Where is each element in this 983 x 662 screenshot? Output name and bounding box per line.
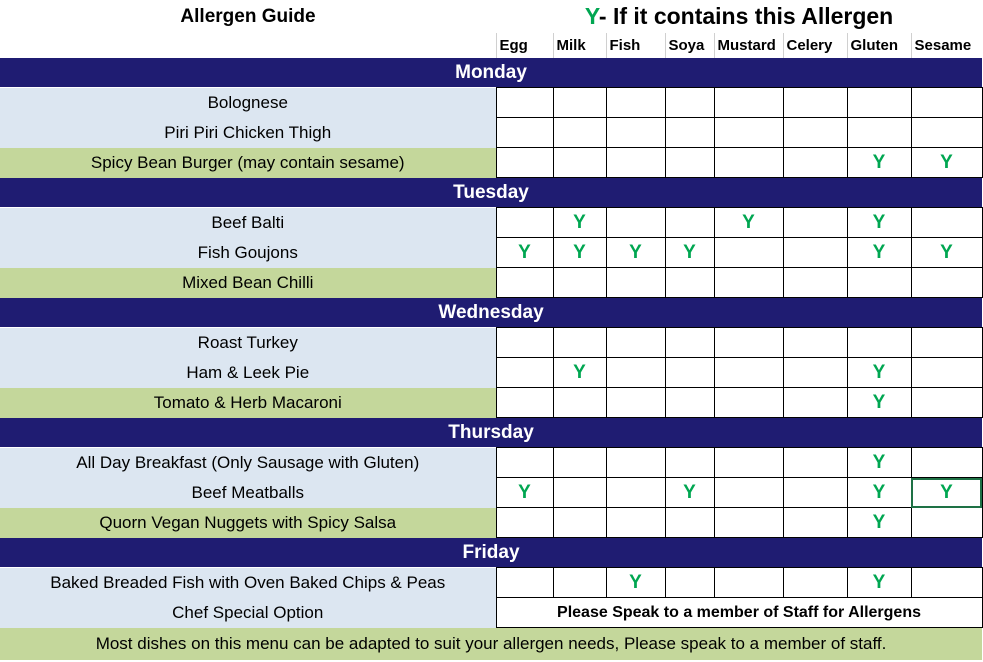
allergen-header-milk: Milk	[553, 33, 606, 58]
allergen-cell-soya[interactable]	[665, 328, 714, 358]
allergen-cell-egg[interactable]	[496, 268, 553, 298]
allergen-cell-fish[interactable]	[606, 328, 665, 358]
allergen-cell-gluten[interactable]	[847, 118, 911, 148]
allergen-cell-gluten[interactable]: Y	[847, 448, 911, 478]
allergen-cell-soya[interactable]	[665, 358, 714, 388]
allergen-header-sesame: Sesame	[911, 33, 982, 58]
allergen-cell-sesame[interactable]	[911, 358, 982, 388]
dish-row	[0, 598, 982, 628]
corner-cell	[0, 33, 496, 58]
dish-name: Mixed Bean Chilli	[0, 268, 496, 298]
allergen-cell-milk[interactable]	[553, 478, 606, 508]
allergen-cell-fish[interactable]: Y	[606, 238, 665, 268]
allergen-cell-milk[interactable]	[553, 388, 606, 418]
dish-name: Roast Turkey	[0, 328, 496, 358]
allergen-cell-soya[interactable]: Y	[665, 238, 714, 268]
allergen-cell-gluten[interactable]: Y	[847, 238, 911, 268]
allergen-cell-egg[interactable]	[496, 148, 553, 178]
allergen-cell-celery[interactable]	[783, 388, 847, 418]
allergen-cell-fish[interactable]	[606, 508, 665, 538]
allergen-cell-celery[interactable]	[783, 328, 847, 358]
day-header-monday: Monday	[0, 58, 982, 88]
allergen-cell-celery[interactable]	[783, 88, 847, 118]
allergen-cell-egg[interactable]: Y	[496, 478, 553, 508]
allergen-cell-sesame[interactable]	[911, 508, 982, 538]
allergen-cell-sesame[interactable]	[911, 118, 982, 148]
allergen-cell-sesame[interactable]	[911, 568, 982, 598]
allergen-cell-mustard[interactable]	[714, 328, 783, 358]
dish-name: Beef Meatballs	[0, 478, 496, 508]
dish-name: Chef Special Option	[0, 598, 496, 628]
allergen-cell-mustard[interactable]	[714, 238, 783, 268]
allergen-cell-egg[interactable]	[496, 208, 553, 238]
allergen-cell-egg[interactable]	[496, 448, 553, 478]
dish-name: Beef Balti	[0, 208, 496, 238]
dish-name: Tomato & Herb Macaroni	[0, 388, 496, 418]
allergen-header-fish: Fish	[606, 33, 665, 58]
dish-name: Piri Piri Chicken Thigh	[0, 118, 496, 148]
allergen-cell-celery[interactable]	[783, 118, 847, 148]
dish-row	[0, 328, 982, 358]
allergen-cell-mustard[interactable]	[714, 358, 783, 388]
allergen-cell-fish[interactable]	[606, 208, 665, 238]
allergen-header-mustard: Mustard	[714, 33, 783, 58]
dish-row	[0, 238, 982, 268]
allergen-cell-sesame[interactable]	[911, 328, 982, 358]
dish-row	[0, 508, 982, 538]
allergen-cell-fish[interactable]	[606, 88, 665, 118]
allergen-cell-mustard[interactable]	[714, 88, 783, 118]
allergen-cell-celery[interactable]	[783, 148, 847, 178]
day-header-thursday: Thursday	[0, 418, 982, 448]
allergen-cell-milk[interactable]	[553, 568, 606, 598]
allergen-cell-mustard[interactable]	[714, 268, 783, 298]
guide-title: Allergen Guide	[180, 5, 316, 27]
allergen-cell-celery[interactable]	[783, 568, 847, 598]
allergen-cell-celery[interactable]	[783, 448, 847, 478]
allergen-cell-mustard[interactable]	[714, 388, 783, 418]
day-header-friday: Friday	[0, 538, 982, 568]
allergen-cell-gluten[interactable]: Y	[847, 388, 911, 418]
allergen-cell-soya[interactable]	[665, 118, 714, 148]
dish-name: Fish Goujons	[0, 238, 496, 268]
allergen-cell-mustard[interactable]	[714, 448, 783, 478]
day-header-tuesday: Tuesday	[0, 178, 982, 208]
allergen-cell-soya[interactable]	[665, 448, 714, 478]
dish-name: Spicy Bean Burger (may contain sesame)	[0, 148, 496, 178]
allergen-cell-milk[interactable]: Y	[553, 208, 606, 238]
allergen-cell-sesame[interactable]: Y	[911, 238, 982, 268]
allergen-cell-fish[interactable]	[606, 148, 665, 178]
dish-row	[0, 268, 982, 298]
allergen-cell-sesame[interactable]	[911, 88, 982, 118]
dish-row	[0, 118, 982, 148]
allergen-cell-sesame[interactable]	[911, 268, 982, 298]
allergen-cell-fish[interactable]	[606, 118, 665, 148]
allergen-cell-celery[interactable]	[783, 508, 847, 538]
dish-row	[0, 148, 982, 178]
allergen-cell-gluten[interactable]: Y	[847, 148, 911, 178]
allergen-cell-egg[interactable]: Y	[496, 238, 553, 268]
dish-row	[0, 88, 982, 118]
allergen-cell-gluten[interactable]: Y	[847, 358, 911, 388]
allergen-header-gluten: Gluten	[847, 33, 911, 58]
allergen-cell-gluten[interactable]: Y	[847, 208, 911, 238]
allergen-cell-celery[interactable]	[783, 208, 847, 238]
allergen-cell-gluten[interactable]: Y	[847, 568, 911, 598]
allergen-cell-soya[interactable]	[665, 148, 714, 178]
allergen-cell-soya[interactable]: Y	[665, 478, 714, 508]
allergen-cell-mustard[interactable]	[714, 118, 783, 148]
allergen-cell-milk[interactable]: Y	[553, 358, 606, 388]
allergen-cell-mustard[interactable]	[714, 568, 783, 598]
allergen-cell-milk[interactable]	[553, 148, 606, 178]
allergen-cell-egg[interactable]	[496, 358, 553, 388]
legend-mark: Y	[584, 3, 599, 29]
allergen-cell-egg[interactable]	[496, 508, 553, 538]
allergen-cell-milk[interactable]	[553, 88, 606, 118]
allergen-cell-soya[interactable]	[665, 88, 714, 118]
allergen-cell-mustard[interactable]	[714, 148, 783, 178]
allergen-cell-egg[interactable]	[496, 388, 553, 418]
allergen-cell-milk[interactable]	[553, 508, 606, 538]
allergen-cell-celery[interactable]	[783, 478, 847, 508]
allergen-header-egg: Egg	[496, 33, 553, 58]
dish-name: Quorn Vegan Nuggets with Spicy Salsa	[0, 508, 496, 538]
allergen-cell-fish[interactable]: Y	[606, 568, 665, 598]
allergen-cell-celery[interactable]	[783, 238, 847, 268]
allergen-cell-soya[interactable]	[665, 568, 714, 598]
allergen-cell-sesame[interactable]	[911, 208, 982, 238]
allergen-cell-mustard[interactable]: Y	[714, 208, 783, 238]
dish-name: All Day Breakfast (Only Sausage with Gluten)	[0, 448, 496, 478]
allergen-cell-soya[interactable]	[665, 508, 714, 538]
dish-name: Bolognese	[0, 88, 496, 118]
allergen-cell-fish[interactable]	[606, 268, 665, 298]
allergen-cell-soya[interactable]	[665, 268, 714, 298]
allergen-cell-milk[interactable]	[553, 118, 606, 148]
allergen-cell-egg[interactable]	[496, 118, 553, 148]
allergen-cell-mustard[interactable]	[714, 478, 783, 508]
legend	[496, 0, 982, 33]
allergen-cell-gluten[interactable]	[847, 328, 911, 358]
allergen-cell-soya[interactable]	[665, 388, 714, 418]
allergen-cell-fish[interactable]	[606, 358, 665, 388]
allergen-cell-milk[interactable]	[553, 328, 606, 358]
dish-name: Baked Breaded Fish with Oven Baked Chips & Peas	[0, 568, 496, 598]
day-header-wednesday: Wednesday	[0, 298, 982, 328]
allergen-cell-fish[interactable]	[606, 388, 665, 418]
allergen-cell-sesame[interactable]	[911, 448, 982, 478]
dish-row	[0, 448, 982, 478]
allergen-cell-mustard[interactable]	[714, 508, 783, 538]
allergen-cell-egg[interactable]	[496, 568, 553, 598]
dish-row	[0, 478, 982, 508]
allergen-cell-milk[interactable]: Y	[553, 238, 606, 268]
footer-note: Most dishes on this menu can be adapted to suit your allergen needs, Please speak to a member of staff.	[0, 628, 982, 661]
allergen-cell-gluten[interactable]: Y	[847, 478, 911, 508]
dish-row	[0, 358, 982, 388]
allergen-header-celery: Celery	[783, 33, 847, 58]
dish-row	[0, 208, 982, 238]
dish-row	[0, 388, 982, 418]
allergen-cell-sesame[interactable]: Y	[911, 478, 982, 508]
allergen-cell-sesame[interactable]: Y	[911, 148, 982, 178]
allergen-cell-egg[interactable]	[496, 328, 553, 358]
dish-name: Ham & Leek Pie	[0, 358, 496, 388]
allergen-cell-egg[interactable]	[496, 88, 553, 118]
allergen-cell-gluten[interactable]	[847, 268, 911, 298]
allergen-header-soya: Soya	[665, 33, 714, 58]
allergen-cell-milk[interactable]	[553, 268, 606, 298]
allergen-cell-fish[interactable]	[606, 448, 665, 478]
allergen-cell-milk[interactable]	[553, 448, 606, 478]
legend-text: - If it contains this Allergen	[598, 3, 894, 29]
allergen-cell-gluten[interactable]	[847, 88, 911, 118]
allergen-note: Please Speak to a member of Staff for Allergens	[496, 598, 982, 628]
dish-row	[0, 568, 982, 598]
allergen-cell-celery[interactable]	[783, 358, 847, 388]
allergen-cell-celery[interactable]	[783, 268, 847, 298]
allergen-cell-fish[interactable]	[606, 478, 665, 508]
allergen-cell-soya[interactable]	[665, 208, 714, 238]
allergen-cell-gluten[interactable]: Y	[847, 508, 911, 538]
allergen-cell-sesame[interactable]	[911, 388, 982, 418]
